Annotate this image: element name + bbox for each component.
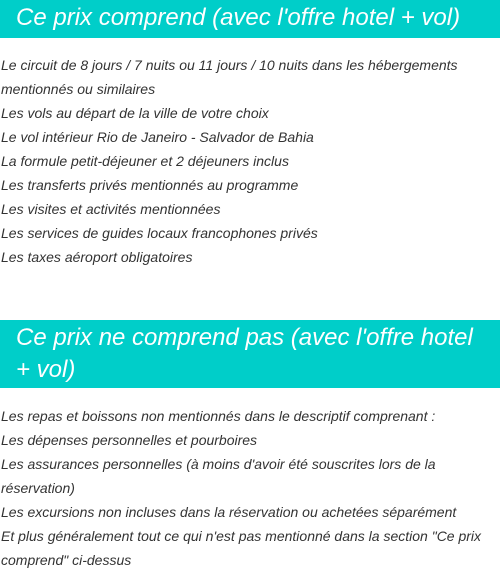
included-item: Les taxes aéroport obligatoires [1,249,193,265]
included-item: Le vol intérieur Rio de Janeiro - Salvador de Bahia [1,129,314,145]
excluded-item: Les excursions non incluses dans la réservation ou achetées séparément [1,504,457,520]
excluded-section-title: Ce prix ne comprend pas (avec l'offre hotel + vol) [0,320,500,388]
included-item: La formule petit-déjeuner et 2 déjeuners inclus [1,153,289,169]
included-item: Les transferts privés mentionnés au programme [1,177,299,193]
included-section-title: Ce prix comprend (avec l'offre hotel + vol) [0,0,500,38]
included-item: Les services de guides locaux francophones privés [1,225,318,241]
included-item: Les visites et activités mentionnées [1,201,221,217]
excluded-item: Les repas et boissons non mentionnés dans le descriptif comprenant : [1,408,436,424]
excluded-item: Et plus généralement tout ce qui n'est pas mentionné dans la section "Ce prix comprend" ci-dessus [1,528,482,568]
included-list [0,53,490,269]
excluded-list [0,404,490,572]
excluded-item: Les dépenses personnelles et pourboires [1,432,258,448]
included-item: Les vols au départ de la ville de votre choix [1,105,269,121]
excluded-item: Les assurances personnelles (à moins d'avoir été souscrites lors de la réservation) [1,456,436,496]
included-item: Le circuit de 8 jours / 7 nuits ou 11 jours / 10 nuits dans les hébergements mentionnés ou similaires [1,57,458,97]
